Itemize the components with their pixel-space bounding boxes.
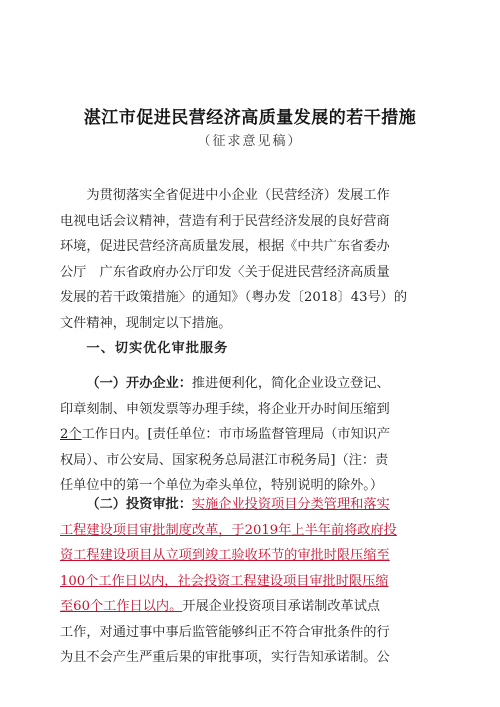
red-highlight: 资工程建设项目从立项到竣工验收环节的审批时限压缩至 (60, 548, 390, 563)
intro-line: 电视电话会议精神，营造有利于民营经济发展的良好营商 (60, 213, 390, 229)
document-subtitle: （征求意见稿） (197, 134, 303, 149)
intro-line: 公厅 广东省政府办公厅印发〈关于促进民营经济高质量 (60, 264, 390, 280)
item-line: 为且不会产生严重后果的审批事项，实行告知承诺制。公 (60, 650, 390, 665)
item-line: 印章刻制、申领发票等办理手续，将企业开办时间压缩到 (60, 401, 390, 417)
item-line: 任单位中的第一个单位为牵头单位，特别说明的除外。） (60, 478, 384, 493)
red-highlight: 至60个工作日以内。 (60, 599, 183, 614)
item-label: （一）开办企业： (86, 376, 192, 391)
item-line: 工作，对通过事中事后监管能够纠正不符合审批条件的行 (60, 624, 390, 640)
item-text: 推进便利化，简化企业设立登记、 (191, 376, 390, 391)
intro-line: 文件精神，现制定以下措施。 (60, 315, 232, 331)
red-highlight: 工程建设项目审批制度改革，于2019年上半年前将政府投 (60, 522, 397, 538)
item-text: 开展企业投资项目承诺制改革试点 (182, 599, 381, 614)
intro-line: 环境，促进民营经济高质量发展，根据《中共广东省委办 (60, 239, 390, 254)
section-heading-text: 一、切实优化审批服务 (86, 341, 229, 356)
document-title: 湛江市促进民营经济高质量发展的若干措施 (83, 108, 417, 128)
section-heading (60, 336, 438, 362)
intro-line: 发展的若干政策措施〉的通知》（粤办发〔2018〕43号）的 (60, 290, 408, 305)
intro-line: 为贯彻落实全省促进中小企业（民营经济）发展工作 (86, 188, 390, 203)
item-text: 工作日内。[责任单位：市市场监督管理局（市知识产 (81, 427, 391, 442)
highlight-days: 2个 (60, 427, 82, 442)
item-investment (60, 492, 438, 671)
red-highlight: 实施企业投资项目分类管理和落实 (191, 497, 390, 512)
intro-paragraph (60, 183, 438, 336)
item-label: （二）投资审批： (86, 497, 192, 512)
item-line: 权局）、市公安局、国家税务总局湛江市税务局]（注：责 (60, 452, 389, 468)
red-highlight: 100个工作日以内，社会投资工程建设项目审批时限压缩 (60, 573, 389, 589)
item-startup (60, 371, 438, 499)
